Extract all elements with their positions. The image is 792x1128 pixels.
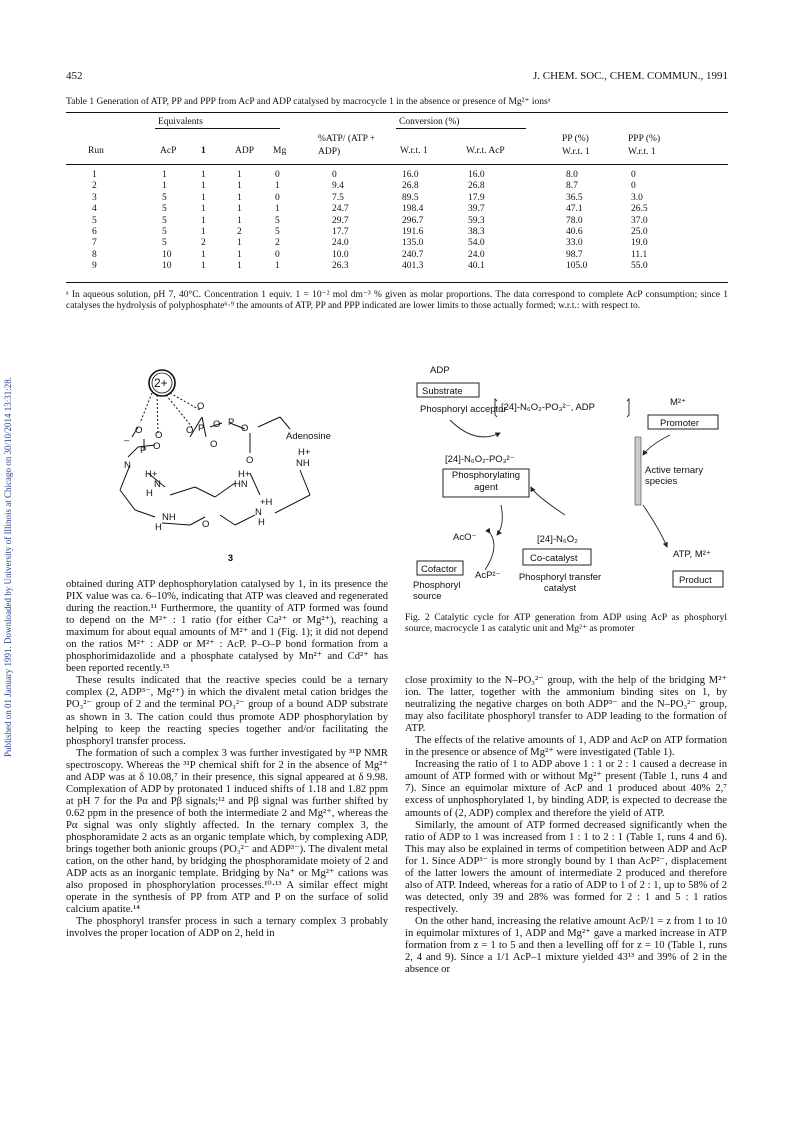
table-cell: 1 xyxy=(237,261,242,272)
left-paragraph: These results indicated that the reactive species could be a ternary complex (2, ADP³⁻, Mg²⁺) in which the divalent metal cation bridges the PO₃²⁻ group of 2 and the terminal PO₃²⁻ group of a bound ADP substrate as shown in 3. The cation could thus promote ADP phosphorylation by helping to keep the reacting species together and/or facilitating the phosphoryl transfer process. xyxy=(66,675,388,747)
svg-text:O: O xyxy=(186,425,194,436)
table-cell: 8.7 xyxy=(566,181,578,192)
adp-label: ADP xyxy=(430,365,450,376)
col-header-adp: ADP xyxy=(235,146,255,156)
table-caption: Table 1 Generation of ATP, PP and PPP from AcP and ADP catalysed by macrocycle 1 in the absence or presence of Mg²⁺ ionsᵃ xyxy=(66,97,551,107)
table-cell: 39.7 xyxy=(468,204,485,215)
table-cell: 240.7 xyxy=(402,249,424,260)
table-cell: 2 xyxy=(201,238,206,249)
table-cell: 5 xyxy=(162,227,167,237)
acp-label: AcP²⁻ xyxy=(475,570,501,581)
aco-label: AcO⁻ xyxy=(453,532,477,543)
phosphorylating-agent-label: Phosphorylating agent xyxy=(451,470,521,493)
table-cell: 9 xyxy=(92,261,97,272)
svg-text:O: O xyxy=(153,441,161,452)
table-cell: 7.5 xyxy=(332,192,344,203)
table-cell: 9.4 xyxy=(332,181,344,192)
atp-label: ATP, M²⁺ xyxy=(673,549,711,560)
table-cell: 26.3 xyxy=(332,261,349,272)
right-column xyxy=(405,675,727,976)
right-paragraph: Increasing the ratio of 1 to ADP above 1 : 1 or 2 : 1 caused a decrease in amount of ATP formed with or without Mg²⁺ present (Table 1, runs 4 and 7). Since an equimolar mixture of AcP and 1 produced about 40% 2,⁷ excess of unphosphorylated 1, by binding ADP, is expected to decrease the amounts of (2, ADP) complex and therefore the yield of ATP. xyxy=(405,759,727,819)
right-paragraph: Similarly, the amount of ATP formed decreased significantly when the ratio of ADP to 1 was increased from 1 : 1 to 2 : 1 (Table 1, runs 4 and 6). This may also be explained in terms of competition between ADP and AcP for 1. Since ADP³⁻ is more strongly bound by 1 than AcP²⁻, displacement of the latter lowers the amount of intermediate 2 produced and therefore also of ATP. Indeed, whereas for a ratio of ADP to 1 of 2 : 1, up to 58% of 2 was detected, only 39 and 28% was formed for 2 : 1 and 5 : 1 ratios respectively. xyxy=(405,819,727,915)
page-number: 452 xyxy=(66,70,83,82)
table-cell: 3 xyxy=(92,192,97,203)
svg-text:P: P xyxy=(140,445,147,456)
cofactor-label: Cofactor xyxy=(421,564,457,575)
svg-text:O: O xyxy=(246,455,254,466)
table-cell: 78.0 xyxy=(566,215,583,226)
table-cell: 5 xyxy=(275,227,280,237)
svg-text:–: – xyxy=(124,435,130,446)
table-bottom-rule xyxy=(66,282,728,283)
table-cell: 1 xyxy=(237,238,242,249)
svg-text:H+: H+ xyxy=(298,447,311,458)
left-paragraph: obtained during ATP dephosphorylation catalysed by 1, in its presence the PIX value was ca. 6–10%, indicating that ATP was cleaved and regenerated during the reaction.¹¹ Furthermore, the quantity of ATP formed was found to depend on the M²⁺ : 1 ratio (for either Ca²⁺ or Mg²⁺), reaching a maximum for about equal amounts of M²⁺ and 1 (Fig. 1); it did not depend on the ratios M²⁺ : ADP or M²⁺ : AcP. P–O–P bond formation from a phosphorimidazolide and a phosphate catalysed by Mn²⁺ and Cd²⁺ has been reported recently.¹⁵ xyxy=(66,579,388,675)
table-cell: 3.0 xyxy=(631,192,643,203)
table-cell: 1 xyxy=(237,192,242,203)
table-cell: 2 xyxy=(92,181,97,192)
svg-text:H+: H+ xyxy=(145,469,158,480)
table-cell: 1 xyxy=(201,192,206,203)
structure-3-figure xyxy=(110,365,360,565)
svg-text:HN: HN xyxy=(234,479,248,490)
table-footnote: ᵃ In aqueous solution, pH 7, 40°C. Concentration 1 equiv. 1 = 10⁻² mol dm⁻³ % given as molar proportions. The data correspond to complete AcP consumption; since 1 catalyses the hydrolysis of polyphosphate⁶·⁹ the amounts of ATP, PP and PPP indicated are lower limits to those actually formed; w.r.t.: with respect to. xyxy=(66,290,728,311)
table-cell: 6 xyxy=(92,227,97,237)
table-cell: 0 xyxy=(631,181,636,192)
table-cell: 1 xyxy=(237,181,242,192)
table-cell: 8.0 xyxy=(566,170,578,180)
table-cell: 1 xyxy=(201,227,206,237)
svg-text:P: P xyxy=(198,423,205,434)
right-paragraph: close proximity to the N–PO₃²⁻ group, with the help of the bridging M²⁺ ion. The latter, together with the ammonium binding sites on 1, by neutralizing the negative charges on both ADP³⁻ and the N–PO₃²⁻ group, may also facilitate phosphoryl transfer to ADP leading to the formation of ATP. xyxy=(405,675,727,735)
table-cell: 16.0 xyxy=(468,170,485,180)
table-cell: 401.3 xyxy=(402,261,424,272)
svg-text:O: O xyxy=(135,425,143,436)
table-cell: 1 xyxy=(275,181,280,192)
metal-charge-label: 2+ xyxy=(154,376,168,390)
table-cell: 5 xyxy=(162,192,167,203)
table-cell: 2 xyxy=(237,227,242,237)
table-cell: 40.6 xyxy=(566,227,583,237)
table-cell: 59.3 xyxy=(468,215,485,226)
table-cell: 25.0 xyxy=(631,227,648,237)
table-cell: 17.9 xyxy=(468,192,485,203)
table-cell: 10 xyxy=(162,249,172,260)
table-cell: 98.7 xyxy=(566,249,583,260)
table-cell: 24.7 xyxy=(332,204,349,215)
svg-text:H: H xyxy=(155,522,162,533)
svg-text:O: O xyxy=(213,419,221,430)
table-cell: 1 xyxy=(237,215,242,226)
table-cell: 7 xyxy=(92,238,97,249)
table-cell: 5 xyxy=(162,238,167,249)
equivalents-group-header: Equivalents xyxy=(158,117,203,127)
catalytic-cycle-scheme xyxy=(405,365,735,610)
table-cell: 2 xyxy=(275,238,280,249)
svg-text:NH: NH xyxy=(296,458,310,469)
col-header-mg: Mg xyxy=(273,146,287,156)
table-cell: 198.4 xyxy=(402,204,424,215)
svg-text:O: O xyxy=(210,439,218,450)
table-cell: 1 xyxy=(275,204,280,215)
table-cell: 1 xyxy=(201,204,206,215)
conversion-group-header: Conversion (%) xyxy=(399,117,460,127)
table-cell: 55.0 xyxy=(631,261,648,272)
table-header-rule xyxy=(66,164,728,165)
table-cell: 135.0 xyxy=(402,238,424,249)
right-paragraph: The effects of the relative amounts of 1, ADP and AcP on ATP formation in the presence or absence of Mg²⁺ were investigated (Table 1). xyxy=(405,735,727,759)
table-cell: 1 xyxy=(237,170,242,180)
table-cell: 38.3 xyxy=(468,227,485,237)
cocatalyst-label: Co-catalyst xyxy=(530,553,578,564)
product-label: Product xyxy=(679,575,712,586)
table-cell: 10.0 xyxy=(332,249,349,260)
table-cell: 89.5 xyxy=(402,192,419,203)
table-cell: 8 xyxy=(92,249,97,260)
table-cell: 5 xyxy=(162,215,167,226)
right-paragraph: On the other hand, increasing the relative amount AcP/1 = z from 1 to 10 in equimolar mixtures of 1, ADP and Mg²⁺ gave a marked increase in ATP formation from z = 1 to 5 and then a levelling off for z = 10 (Table 1, runs 2, 4 and 9). Since a 1/1 AcP–1 mixture yielded 43¹³ and 39% of 2 in the absence or xyxy=(405,915,727,976)
conversion-rule xyxy=(396,128,526,129)
table-cell: 54.0 xyxy=(468,238,485,249)
phosphorylating-agent-formula: [24]-N₆O₂-PO₃²⁻ xyxy=(445,454,515,465)
svg-text:N: N xyxy=(255,507,262,518)
table-cell: 1 xyxy=(237,249,242,260)
table-cell: 1 xyxy=(201,181,206,192)
left-column xyxy=(66,579,388,940)
active-species-label: Active ternary species xyxy=(645,465,704,487)
svg-text:N: N xyxy=(124,460,131,471)
adenosine-label: Adenosine xyxy=(286,431,331,442)
table-cell: 5 xyxy=(92,215,97,226)
table-cell: 33.0 xyxy=(566,238,583,249)
col-header-wrt1: W.r.t. 1 xyxy=(400,146,428,156)
col-header-1: 1 xyxy=(201,146,206,156)
svg-text:O: O xyxy=(241,423,249,434)
table-cell: 5 xyxy=(275,215,280,226)
col-header-pp: PP (%) W.r.t. 1 xyxy=(562,134,590,157)
table-cell: 1 xyxy=(201,249,206,260)
col-header-atp-pct: %ATP/ (ATP + ADP) xyxy=(318,134,376,157)
table-cell: 105.0 xyxy=(566,261,588,272)
transfer-catalyst-label: Phosphoryl transfer catalyst xyxy=(518,572,602,594)
journal-header: J. CHEM. SOC., CHEM. COMMUN., 1991 xyxy=(533,70,728,82)
col-header-acp: AcP xyxy=(160,146,177,156)
table-cell: 24.0 xyxy=(332,238,349,249)
table-cell: 1 xyxy=(162,170,167,180)
equivalents-rule xyxy=(155,128,280,129)
svg-text:P: P xyxy=(228,417,235,428)
table-cell: 0 xyxy=(332,170,337,180)
col-header-run: Run xyxy=(88,146,104,156)
table-cell: 1 xyxy=(201,170,206,180)
figure-caption: Fig. 2 Catalytic cycle for ATP generation from ADP using AcP as phosphoryl source, macrocycle 1 as catalytic unit and Mg²⁺ as promoter xyxy=(405,613,727,634)
table-cell: 36.5 xyxy=(566,192,583,203)
catalyst-formula: [24]-N₆O₂ xyxy=(537,534,578,545)
table-cell: 5 xyxy=(162,204,167,215)
table-cell: 17.7 xyxy=(332,227,349,237)
table-cell: 26.8 xyxy=(402,181,419,192)
table-cell: 1 xyxy=(201,215,206,226)
svg-text:+H: +H xyxy=(260,497,273,508)
phosphoryl-source-label: Phosphoryl source xyxy=(413,580,461,602)
table-cell: 26.8 xyxy=(468,181,485,192)
promoter-label: Promoter xyxy=(660,418,700,429)
col-header-ppp: PPP (%) W.r.t. 1 xyxy=(628,134,661,157)
download-watermark: Published on 01 January 1991. Downloaded by University of Illinois at Chicago on 30/10/2014 13:31:28. xyxy=(3,377,13,757)
table-cell: 29.7 xyxy=(332,215,349,226)
table-cell: 1 xyxy=(201,261,206,272)
svg-text:H: H xyxy=(258,517,265,528)
table-cell: 40.1 xyxy=(468,261,485,272)
table-top-rule xyxy=(66,112,728,113)
table-cell: 19.0 xyxy=(631,238,648,249)
svg-text:O: O xyxy=(197,401,205,412)
table-cell: 0 xyxy=(275,170,280,180)
active-species-bar xyxy=(635,437,641,505)
table-cell: 10 xyxy=(162,261,172,272)
structure-number: 3 xyxy=(228,553,234,563)
svg-text:O: O xyxy=(202,519,210,530)
table-cell: 191.6 xyxy=(402,227,424,237)
table-cell: 16.0 xyxy=(402,170,419,180)
svg-text:H: H xyxy=(146,488,153,499)
svg-text:H+: H+ xyxy=(238,469,251,480)
table-cell: 37.0 xyxy=(631,215,648,226)
table-cell: 1 xyxy=(162,181,167,192)
table-cell: 24.0 xyxy=(468,249,485,260)
table-cell: 0 xyxy=(275,249,280,260)
table-cell: 1 xyxy=(92,170,97,180)
svg-text:N: N xyxy=(154,479,161,490)
phosphoryl-acceptor-label: Phosphoryl acceptor xyxy=(420,404,507,415)
table-cell: 4 xyxy=(92,204,97,215)
svg-text:NH: NH xyxy=(162,512,176,523)
left-paragraph: The phosphoryl transfer process in such a ternary complex 3 probably involves the proper location of ADP on 2, held in xyxy=(66,916,388,940)
table-cell: 11.1 xyxy=(631,249,648,260)
table-cell: 1 xyxy=(275,261,280,272)
table-cell: 1 xyxy=(237,204,242,215)
table-cell: 0 xyxy=(275,192,280,203)
table-cell: 0 xyxy=(631,170,636,180)
svg-text:O: O xyxy=(155,430,163,441)
table-cell: 26.5 xyxy=(631,204,648,215)
left-paragraph: The formation of such a complex 3 was further investigated by ³¹P NMR spectroscopy. Whereas the ³¹P chemical shift for 2 in the absence of Mg²⁺ and ADP was at δ 10.08,⁷ in their presence, this signal appeared at δ 9.98. Complexation of ADP by protonated 1 induced shifts of 1.18 and 1.82 ppm at pH 7 for the Pα and Pβ signals;¹² and Pβ signal was further shifted by 0.62 ppm in the presence of both the intermediate 2 and Mg²⁺, whereas the Pα signal was only slightly affected. In the ternary complex 3, the phosphoramidate 2 acts as an organic template which, by complexing ADP, brings together both anionic groups (PO₃²⁻ and ADP³⁻). The divalent metal cation, on the other hand, by bridging the phosphoramidate moiety of 2 and ADP acts as an inorganic template. Bridging by Na⁺ or Mg²⁺ cations was also proposed in phosphorylation processes.¹⁰·¹³ A similar effect might operate in the synthesis of PP from ATP and P on the surface of solid calcium apatite.¹⁴ xyxy=(66,747,388,916)
table-cell: 296.7 xyxy=(402,215,424,226)
metal-label: M²⁺ xyxy=(670,397,687,408)
table-cell: 47.1 xyxy=(566,204,583,215)
col-header-wrt-acp: W.r.t. AcP xyxy=(466,146,505,156)
substrate-label: Substrate xyxy=(422,386,463,397)
complex-formula: [24]-N₆O₂-PO₃²⁻, ADP xyxy=(501,402,596,413)
